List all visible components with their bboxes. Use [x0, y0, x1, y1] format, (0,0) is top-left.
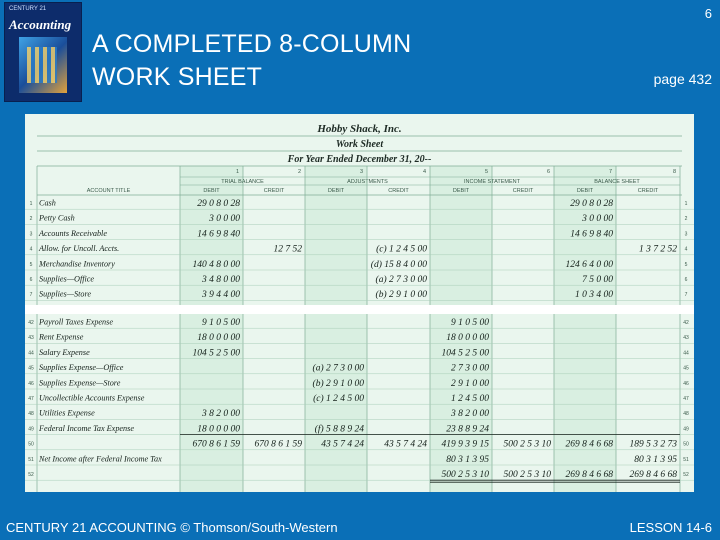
amount-cell: 18 0 0 0 00 — [197, 333, 240, 344]
row-number: 43 — [28, 335, 34, 342]
row-number: 52 — [28, 472, 34, 478]
account-title: Payroll Taxes Expense — [39, 317, 113, 327]
sub-header: CREDIT — [637, 188, 659, 194]
row-number-right: 49 — [683, 426, 689, 433]
account-title: Uncollectible Accounts Expense — [39, 393, 145, 403]
column-number: 7 — [608, 169, 612, 175]
amount-cell: 18 0 0 0 00 — [446, 333, 489, 344]
amount-cell: (b) 2 9 1 0 00 — [375, 290, 427, 301]
row-number: 5 — [29, 261, 33, 268]
account-title: Supplies—Office — [39, 274, 95, 284]
sub-header: CREDIT — [388, 188, 409, 194]
amount-cell: 189 5 3 2 73 — [629, 439, 677, 450]
account-title: Supplies Expense—Office — [39, 363, 124, 373]
column-number: 8 — [672, 169, 676, 175]
sub-header: CREDIT — [512, 188, 534, 194]
row-number-right: 50 — [683, 441, 689, 448]
amount-cell: (a) 2 7 3 0 00 — [375, 275, 427, 285]
slide-title: A COMPLETED 8-COLUMN WORK SHEET — [92, 30, 412, 91]
account-title: Cash — [39, 198, 56, 208]
amount-cell: 3 8 2 0 00 — [202, 409, 240, 420]
row-number-right: 6 — [684, 277, 688, 283]
group-header: ADJUSTMENTS — [347, 179, 388, 185]
account-title: Federal Income Tax Expense — [39, 423, 134, 433]
row-number-right: 45 — [683, 365, 689, 372]
row-number: 3 — [29, 231, 33, 238]
amount-cell: 104 5 2 5 00 — [192, 348, 240, 359]
amount-cell: 80 3 1 3 95 — [634, 454, 677, 465]
amount-cell: 500 2 5 3 10 — [441, 470, 489, 480]
row-number: 6 — [29, 277, 33, 283]
amount-cell: (b) 2 9 1 0 00 — [312, 378, 364, 389]
row-number-right: 7 — [684, 292, 688, 299]
amount-cell: 500 2 5 3 10 — [503, 470, 551, 480]
account-title: Utilities Expense — [39, 408, 95, 418]
row-number-right: 51 — [683, 456, 689, 463]
amount-cell: 104 5 2 5 00 — [441, 348, 489, 359]
amount-cell: 670 8 6 1 59 — [254, 439, 302, 450]
row-number-right: 44 — [683, 350, 689, 357]
row-number-right: 47 — [683, 396, 689, 402]
account-title: Rent Expense — [39, 332, 84, 342]
slide-footer — [0, 512, 720, 540]
row-number-right: 4 — [684, 246, 688, 253]
row-number: 2 — [29, 216, 33, 223]
row-number: 46 — [28, 380, 34, 387]
company-name: Hobby Shack, Inc. — [317, 123, 402, 135]
amount-cell: 670 8 6 1 59 — [192, 439, 240, 450]
amount-cell: 3 4 8 0 00 — [202, 275, 240, 285]
amount-cell: 2 7 3 0 00 — [451, 363, 489, 374]
lesson-label: LESSON 14-6 — [629, 520, 712, 535]
account-title: Allow. for Uncoll. Accts. — [39, 244, 120, 254]
amount-cell: (c) 1 2 4 5 00 — [376, 244, 427, 255]
sub-header: CREDIT — [263, 188, 285, 194]
amount-cell: 80 3 1 3 95 — [446, 454, 489, 465]
column-number: 1 — [235, 169, 239, 175]
row-number-right: 5 — [684, 261, 688, 268]
sub-header: DEBIT — [203, 188, 220, 194]
work-sheet-table — [25, 114, 694, 492]
row-number: 49 — [28, 426, 34, 433]
amount-cell: 9 1 0 5 00 — [202, 318, 240, 328]
amount-cell: 3 0 0 00 — [209, 214, 240, 225]
amount-cell: (c) 1 2 4 5 00 — [313, 394, 364, 404]
account-title: Supplies—Store — [39, 289, 92, 299]
amount-cell: 9 1 0 5 00 — [451, 318, 489, 328]
amount-cell: 124 6 4 0 00 — [565, 259, 613, 270]
worksheet-name: Work Sheet — [335, 139, 384, 150]
row-number: 47 — [28, 396, 34, 402]
sub-header: DEBIT — [452, 188, 470, 194]
row-number-right: 1 — [684, 201, 688, 207]
slide-number: 6 — [704, 6, 712, 21]
column-number: 3 — [359, 169, 363, 175]
row-number: 1 — [29, 201, 33, 207]
amount-cell: 1 0 3 4 00 — [575, 290, 613, 301]
column-number: 2 — [297, 169, 301, 175]
amount-cell: (f) 5 8 8 9 24 — [314, 424, 364, 435]
amount-cell: 419 9 3 9 15 — [441, 439, 489, 450]
amount-cell: 18 0 0 0 00 — [197, 424, 240, 435]
amount-cell: 7 5 0 00 — [582, 275, 613, 285]
row-number-right: 42 — [683, 320, 689, 326]
column-number: 6 — [546, 169, 550, 175]
amount-cell: 3 0 0 00 — [582, 214, 613, 225]
row-number-right: 43 — [683, 335, 689, 342]
amount-cell: 12 7 52 — [273, 244, 302, 255]
column-number: 5 — [484, 169, 488, 175]
amount-cell: 43 5 7 4 24 — [384, 439, 427, 450]
group-header: TRIAL BALANCE — [221, 179, 264, 185]
amount-cell: 269 8 4 6 68 — [565, 470, 613, 480]
amount-cell: 1 3 7 2 52 — [639, 244, 677, 255]
amount-cell: 140 4 8 0 00 — [192, 259, 240, 270]
amount-cell: 14 6 9 8 40 — [197, 229, 240, 240]
row-number-right: 46 — [683, 380, 689, 387]
row-number-right: 3 — [684, 231, 688, 238]
account-title: Merchandise Inventory — [39, 259, 115, 269]
amount-cell: 500 2 5 3 10 — [503, 439, 551, 450]
row-number: 44 — [28, 350, 34, 357]
account-title: Salary Expense — [39, 347, 90, 357]
amount-cell: (d) 15 8 4 0 00 — [370, 259, 427, 270]
group-header: BALANCE SHEET — [594, 179, 640, 185]
column-number: 4 — [422, 169, 426, 175]
amount-cell: 3 8 2 0 00 — [451, 409, 489, 420]
row-number: 42 — [28, 320, 34, 326]
sheet-break — [25, 305, 694, 314]
row-number: 45 — [28, 365, 34, 372]
account-title: Accounts Receivable — [39, 228, 107, 238]
row-number: 51 — [28, 456, 34, 463]
account-title: Supplies Expense—Store — [39, 378, 121, 388]
amount-cell: 14 6 9 8 40 — [570, 229, 613, 240]
row-number: 50 — [28, 441, 34, 448]
group-header: INCOME STATEMENT — [463, 179, 521, 185]
row-number: 7 — [29, 292, 33, 299]
amount-cell: 43 5 7 4 24 — [321, 439, 364, 450]
row-number-right: 48 — [683, 411, 689, 418]
row-number: 4 — [29, 246, 33, 253]
book-brand: Accounting — [9, 17, 72, 32]
amount-cell: 2 9 1 0 00 — [451, 378, 489, 389]
worksheet-period: For Year Ended December 31, 20-- — [287, 154, 432, 165]
work-sheet — [25, 114, 694, 492]
footer-copyright: CENTURY 21 ACCOUNTING © Thomson/South-Western — [6, 520, 338, 535]
amount-cell: 29 0 8 0 28 — [197, 199, 240, 209]
amount-cell: 269 8 4 6 68 — [629, 470, 677, 480]
row-number-right: 52 — [683, 472, 689, 478]
sub-header: DEBIT — [327, 188, 345, 194]
page-reference: page 432 — [653, 71, 712, 87]
amount-cell: 1 2 4 5 00 — [451, 394, 489, 404]
amount-cell: 3 9 4 4 00 — [202, 290, 240, 301]
row-number-right: 2 — [684, 216, 688, 223]
amount-cell: (a) 2 7 3 0 00 — [312, 363, 364, 374]
sub-header: DEBIT — [576, 188, 594, 194]
account-title: Net Income after Federal Income Tax — [39, 454, 162, 464]
textbook-cover-icon: CENTURY 21 Accounting — [4, 2, 82, 102]
amount-cell: 269 8 4 6 68 — [565, 439, 613, 450]
amount-cell: 29 0 8 0 28 — [570, 199, 613, 209]
slide-header — [0, 0, 720, 108]
account-title-header: ACCOUNT TITLE — [86, 188, 131, 194]
account-title: Petty Cash — [39, 213, 75, 223]
amount-cell: 23 8 8 9 24 — [446, 424, 489, 435]
row-number: 48 — [28, 411, 34, 418]
